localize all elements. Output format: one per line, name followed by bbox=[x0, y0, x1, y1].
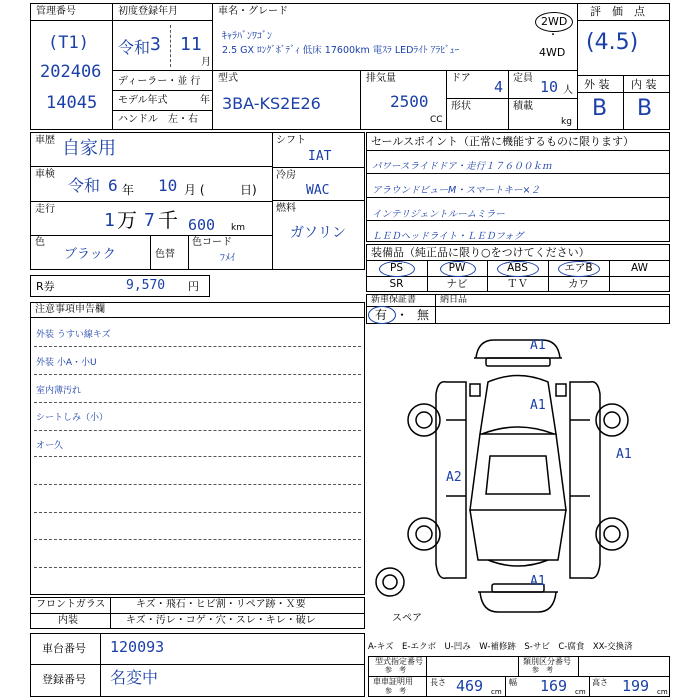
car-name-line2: 2.5 GX ﾛﾝｸﾞﾎﾞﾃﾞｨ 低床 17600km 電ｽﾗ LEDﾗｲﾄ ｱﾗﾋﾞｭｰ bbox=[222, 45, 460, 56]
selling-point-2: アラウンドビューM・スマートキー×２ bbox=[372, 185, 540, 196]
door-value: 4 bbox=[494, 78, 504, 96]
color-label: 色 bbox=[35, 237, 45, 248]
warranty-yes: 有 bbox=[375, 308, 388, 322]
load-label: 積載 bbox=[513, 101, 533, 112]
equip-tv: ＴＶ bbox=[507, 278, 528, 290]
width-label: 幅 bbox=[509, 678, 517, 687]
note-2: 外装 小A・小U bbox=[36, 358, 97, 368]
shape-label: 形状 bbox=[451, 101, 471, 112]
mileage-sen: 7 bbox=[144, 210, 155, 231]
kanri-label: 管理番号 bbox=[36, 6, 76, 17]
equip-ps: PS bbox=[390, 262, 403, 274]
reg-value: 名変中 bbox=[110, 668, 159, 687]
shift-value: IAT bbox=[308, 149, 332, 164]
damage-mark-left-side: A2 bbox=[446, 470, 462, 485]
exterior-grade: B bbox=[592, 96, 608, 121]
mileage-unit: km bbox=[231, 223, 245, 233]
repaint-label: 色替 bbox=[155, 249, 175, 260]
month-unit: 月 bbox=[201, 57, 211, 68]
shaken-year-unit: 年 bbox=[122, 183, 135, 197]
history-label: 車歴 bbox=[35, 135, 55, 146]
capacity-value: 10 bbox=[540, 78, 559, 96]
drive-4wd: 4WD bbox=[539, 46, 566, 59]
eval-label: 評 価 点 bbox=[590, 5, 645, 18]
drive-2wd: 2WD bbox=[541, 15, 568, 28]
shaken-era: 令和 bbox=[68, 176, 101, 195]
car-diagram bbox=[366, 324, 670, 630]
recycle-value: 9,570 bbox=[126, 278, 166, 293]
eval-value: (4.5) bbox=[586, 30, 639, 55]
load-unit: kg bbox=[561, 117, 572, 127]
recycle-box bbox=[30, 275, 210, 297]
era: 令和 bbox=[118, 38, 151, 57]
recycle-label: R券 bbox=[36, 280, 55, 293]
kanri-num2: 14045 bbox=[46, 93, 98, 113]
width-unit: cm bbox=[575, 688, 586, 696]
shaken-day-unit: 日) bbox=[240, 183, 257, 197]
kanri-t: (T1) bbox=[48, 33, 89, 53]
color-code-label: 色コード bbox=[192, 237, 232, 248]
size-sub: 参 考 bbox=[385, 687, 406, 695]
selling-points-title: セールスポイント（正常に機能するものに限ります） bbox=[371, 135, 635, 148]
class-sub: 参 考 bbox=[532, 666, 553, 674]
reg-label: 登録番号 bbox=[42, 673, 86, 686]
model-year-label: モデル年式 bbox=[118, 95, 168, 106]
door-label: ドア bbox=[451, 73, 471, 84]
length-label: 長さ bbox=[430, 678, 446, 687]
dealer-label: ディーラー・並 行 bbox=[118, 76, 201, 87]
equip-sr: SR bbox=[389, 278, 404, 290]
reg-month: 11 bbox=[180, 34, 202, 55]
width-value: 169 bbox=[540, 677, 568, 695]
warranty-no: 無 bbox=[417, 308, 430, 322]
interior-label: 内 装 bbox=[631, 78, 657, 91]
spare-label: スペア bbox=[392, 613, 422, 624]
equip-airbag: エアB bbox=[564, 262, 593, 274]
history-value: 自家用 bbox=[62, 138, 116, 159]
damage-mark-hood: A1 bbox=[530, 398, 546, 413]
capacity-label: 定員 bbox=[513, 73, 533, 84]
shift-label: シフト bbox=[276, 135, 306, 146]
note-3: 室内薄汚れ bbox=[36, 386, 82, 396]
damage-legend: A-キズ E-エクボ U-凹み W-補修跡 S-サビ C-腐食 XX-交換済 bbox=[368, 642, 633, 652]
interior-grade: B bbox=[637, 96, 653, 121]
selling-point-1: パワースライドドア・走行１７６００ｋｍ bbox=[372, 161, 552, 172]
ac-value: WAC bbox=[306, 183, 330, 198]
mileage-sen-unit: 千 bbox=[158, 208, 178, 232]
note-5: オー久 bbox=[36, 441, 64, 451]
type-cert-sub: 参 考 bbox=[385, 666, 406, 674]
displacement-label: 排気量 bbox=[366, 73, 396, 84]
fuel-value: ガソリン bbox=[290, 225, 346, 241]
damage-mark-rear: A1 bbox=[530, 574, 546, 589]
shaken-year: 6 bbox=[108, 176, 118, 195]
shodo-label: 初度登録年月 bbox=[118, 6, 178, 17]
notes-title: 注意事項申告欄 bbox=[35, 304, 105, 315]
color-value: ブラック bbox=[64, 247, 116, 262]
shaken-month: 10 bbox=[158, 176, 178, 195]
equip-abs: ABS bbox=[507, 262, 528, 274]
displacement-value: 2500 bbox=[390, 92, 429, 111]
mileage-label: 走行 bbox=[35, 204, 55, 215]
damage-mark-right-side: A1 bbox=[616, 447, 632, 462]
glass-front-value: キズ・飛石・ヒビ割・リペア跡・Ｘ要 bbox=[136, 599, 306, 610]
model-year-unit: 年 bbox=[200, 95, 210, 106]
warranty-dot: ・ bbox=[396, 308, 409, 322]
height-value: 199 bbox=[622, 677, 650, 695]
ac-label: 冷房 bbox=[276, 170, 296, 181]
shaken-month-unit: 月 ( bbox=[184, 183, 205, 197]
kanri-num1: 202406 bbox=[40, 62, 102, 82]
car-name-label: 車名・グレード bbox=[218, 6, 288, 17]
type-cert-label: 型式指定番号 bbox=[375, 657, 423, 666]
class-label: 類別区分番号 bbox=[523, 657, 571, 666]
glass-interior-label: 内装 bbox=[58, 615, 78, 626]
era-year: 3 bbox=[150, 34, 161, 55]
displacement-unit: CC bbox=[430, 115, 443, 125]
model-label: 型式 bbox=[218, 73, 238, 84]
selling-point-4: ＬＥＤヘッドライト・ＬＥＤフォグ bbox=[372, 231, 524, 242]
equip-navi: ナビ bbox=[446, 278, 468, 290]
warranty-label: 新車保証書 bbox=[371, 295, 417, 305]
damage-mark-front-bumper: A1 bbox=[530, 338, 546, 353]
note-4: シートしみ（小） bbox=[36, 413, 109, 423]
color-code-value: ﾌﾒｲ bbox=[220, 253, 235, 264]
exterior-label: 外 装 bbox=[584, 78, 610, 91]
shaken-label: 車検 bbox=[35, 169, 55, 180]
note-1: 外装 うすい線キズ bbox=[36, 330, 111, 340]
equip-aw: AW bbox=[631, 262, 648, 274]
equipment-title: 装備品（純正品に限り○をつけてください） bbox=[371, 246, 590, 259]
drive-dot: ・ bbox=[548, 30, 558, 41]
recycle-unit: 円 bbox=[188, 280, 199, 293]
selling-point-3: インテリジェントルームミラー bbox=[372, 209, 505, 220]
car-name-line1: ｷｬﾗﾊﾞﾝﾜｺﾞﾝ bbox=[222, 31, 272, 42]
mileage-man: 1 bbox=[104, 210, 115, 231]
size-label: 車車証明用 bbox=[373, 677, 413, 686]
mileage-man-unit: 万 bbox=[117, 208, 137, 232]
model-value: 3BA-KS2E26 bbox=[222, 94, 321, 113]
mileage-rest: 600 bbox=[188, 216, 216, 234]
equip-pw: PW bbox=[448, 262, 466, 274]
height-unit: cm bbox=[657, 688, 668, 696]
glass-interior-value: キズ・汚レ・コゲ・穴・スレ・キレ・破レ bbox=[126, 615, 316, 626]
glass-front-label: フロントガラス bbox=[36, 599, 106, 610]
date-label: 納日品 bbox=[440, 295, 468, 305]
length-unit: cm bbox=[491, 688, 502, 696]
capacity-unit: 人 bbox=[563, 85, 573, 96]
chassis-label: 車台番号 bbox=[42, 642, 86, 655]
handle-label: ハンドル 左・右 bbox=[118, 114, 198, 125]
chassis-value: 120093 bbox=[110, 638, 165, 656]
equip-leather: カワ bbox=[568, 278, 589, 290]
fuel-label: 燃料 bbox=[276, 203, 296, 214]
length-value: 469 bbox=[456, 677, 484, 695]
height-label: 高さ bbox=[592, 678, 608, 687]
